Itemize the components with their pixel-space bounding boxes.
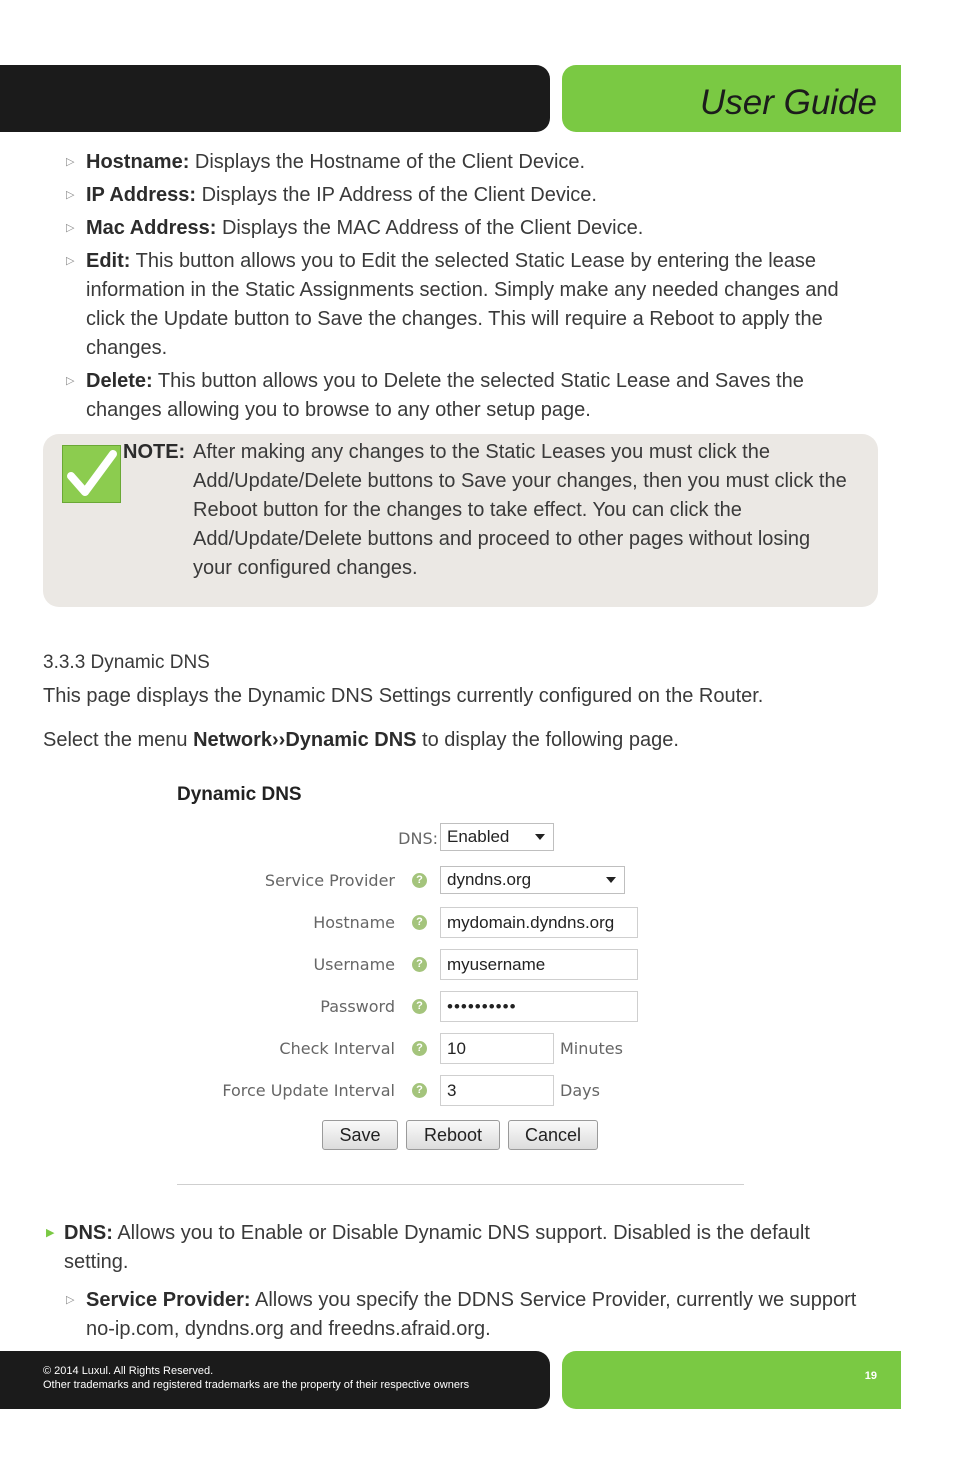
reboot-button[interactable]: Reboot: [406, 1120, 500, 1150]
save-button[interactable]: Save: [322, 1120, 398, 1150]
footer-page-panel: [562, 1351, 901, 1409]
checkmark-icon: [62, 445, 121, 503]
check-interval-label: Check Interval: [279, 1039, 395, 1058]
bullet-text: Displays the Hostname of the Client Device.: [189, 151, 586, 173]
section-description: This page displays the Dynamic DNS Settings currently configured on the Router.: [43, 685, 764, 707]
bullet-marker-icon: ▷: [66, 375, 75, 387]
note-label: NOTE:: [123, 441, 186, 463]
menu-suffix: to display the following page.: [416, 729, 679, 751]
help-icon[interactable]: ?: [412, 999, 427, 1014]
footer-copyright: [43, 1364, 469, 1392]
service-provider-label: Service Provider: [264, 871, 395, 890]
bullet-text: Displays the IP Address of the Client Device.: [196, 184, 597, 206]
service-provider-select[interactable]: [440, 866, 625, 894]
bullet-term: Delete:: [86, 370, 153, 392]
bullet-term: Hostname:: [86, 151, 190, 173]
dns-select[interactable]: [440, 823, 554, 851]
username-label: Username: [313, 955, 395, 974]
header-title-panel: [562, 65, 901, 132]
bullet-ip-address: [66, 181, 876, 210]
bullet-marker-icon: ▷: [66, 255, 75, 267]
help-icon[interactable]: ?: [412, 1083, 427, 1098]
force-update-interval-field[interactable]: 3: [440, 1075, 554, 1106]
trademarks-text: Other trademarks and registered trademarks are the property of their respective owners: [43, 1379, 470, 1391]
service-provider-value: dyndns.org: [447, 870, 532, 889]
help-icon[interactable]: ?: [412, 873, 427, 888]
hostname-label: Hostname: [313, 913, 395, 932]
divider: [177, 1184, 744, 1185]
page-number: 19: [864, 1370, 877, 1382]
menu-instruction: [43, 729, 679, 752]
bullet-hostname: [66, 148, 876, 177]
check-interval-unit: Minutes: [560, 1039, 623, 1058]
check-interval-field[interactable]: 10: [440, 1033, 554, 1064]
bullet-delete: [66, 367, 876, 425]
bullet-text: This button allows you to Delete the selected Static Lease and Saves the changes allowing you to browse to any other setup page.: [86, 370, 804, 421]
bullet-term: Edit:: [86, 250, 131, 272]
bullet-text: Allows you specify the DDNS Service Provider, currently we support no-ip.com, dyndns.org and freedns.afraid.org.: [86, 1289, 857, 1340]
bullet-text: Allows you to Enable or Disable Dynamic DNS support. Disabled is the default setting.: [64, 1222, 810, 1273]
note-text: After making any changes to the Static Leases you must click the Add/Update/Delete buttons to Save your changes, then you must click the Reboot button for the changes to take effect. You can click the Add/Update/Delete buttons and proceed to other pages without losing your configured changes.: [193, 441, 847, 579]
bullet-term: Mac Address:: [86, 217, 217, 239]
copyright-text: © 2014 Luxul. All Rights Reserved.: [43, 1365, 214, 1377]
bullet-term: DNS:: [64, 1222, 113, 1244]
username-field[interactable]: myusername: [440, 949, 638, 980]
password-label: Password: [320, 997, 395, 1016]
hostname-field[interactable]: mydomain.dyndns.org: [440, 907, 638, 938]
header-bar: [0, 65, 550, 132]
bullet-text: This button allows you to Edit the selected Static Lease by entering the lease information in the Static Assignments section. Simply make any needed changes and click the Update button to Save the changes. This will require a Reboot to apply the changes.: [86, 250, 839, 359]
help-icon[interactable]: ?: [412, 957, 427, 972]
force-update-interval-unit: Days: [560, 1081, 600, 1100]
dns-select-value: Enabled: [447, 827, 510, 846]
section-title: 3.3.3 Dynamic DNS: [43, 652, 210, 673]
password-field[interactable]: ••••••••••: [440, 991, 638, 1022]
menu-prefix: Select the menu: [43, 729, 194, 751]
bullet-term: IP Address:: [86, 184, 197, 206]
bullet-marker-icon: ▶: [46, 1227, 55, 1239]
bullet-edit: [66, 247, 876, 363]
chevron-down-icon: [606, 877, 616, 883]
bullet-marker-icon: ▷: [66, 156, 75, 168]
chevron-down-icon: [535, 834, 545, 840]
page-header-title: User Guide: [699, 83, 877, 122]
bullet-text: Displays the MAC Address of the Client Device.: [216, 217, 644, 239]
bullet-mac-address: [66, 214, 876, 243]
bullet-marker-icon: ▷: [66, 222, 75, 234]
bullet-dns: [46, 1219, 864, 1277]
bullet-marker-icon: ▷: [66, 1294, 75, 1306]
ddns-panel-title: Dynamic DNS: [177, 784, 302, 805]
cancel-button[interactable]: Cancel: [508, 1120, 598, 1150]
dns-label: DNS:: [398, 829, 438, 848]
force-update-interval-label: Force Update Interval: [222, 1081, 395, 1100]
menu-path: Network››Dynamic DNS: [193, 729, 417, 751]
help-icon[interactable]: ?: [412, 1041, 427, 1056]
bullet-term: Service Provider:: [86, 1289, 251, 1311]
bullet-marker-icon: ▷: [66, 189, 75, 201]
bullet-service-provider: [66, 1286, 876, 1344]
help-icon[interactable]: ?: [412, 915, 427, 930]
footer-bar: [0, 1351, 550, 1409]
